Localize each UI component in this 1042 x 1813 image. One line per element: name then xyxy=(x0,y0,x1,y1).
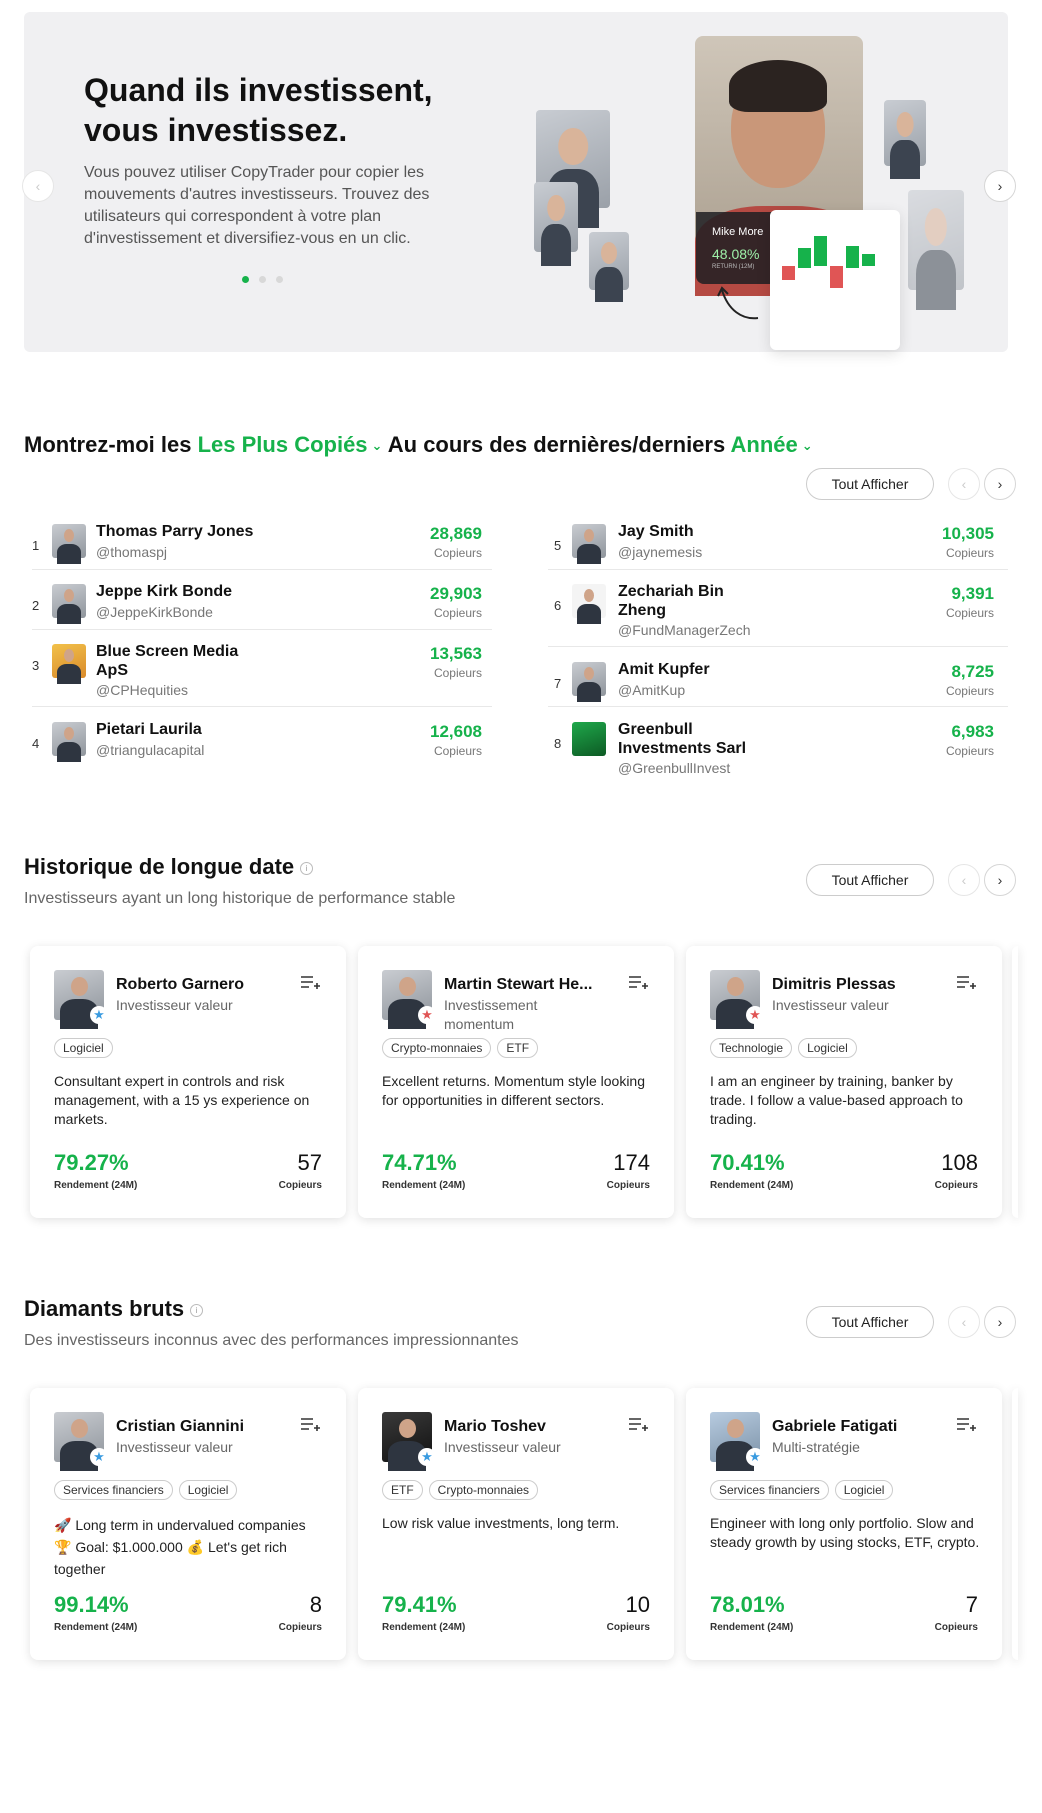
investor-name: Cristian Giannini xyxy=(116,1418,245,1435)
tag[interactable]: ETF xyxy=(382,1480,423,1500)
investor-card[interactable] xyxy=(686,1388,1002,1660)
ranking-middle-text: Au cours des dernières/derniers xyxy=(387,432,726,457)
ranking-prev-button[interactable] xyxy=(948,468,980,500)
investor-description: Consultant expert in controls and risk management, with a 15 ys experience on markets. xyxy=(54,1073,310,1127)
tag-list xyxy=(710,1038,857,1058)
investor-card[interactable] xyxy=(30,1388,346,1660)
investor-name: Amit Kupfer xyxy=(618,661,710,678)
tag[interactable]: Services financiers xyxy=(54,1480,173,1500)
ranking-prefix: Montrez-moi les xyxy=(24,432,192,457)
divider xyxy=(32,706,492,707)
investor-handle: @JeppeKirkBonde xyxy=(96,604,213,620)
return-label: Rendement (24M) xyxy=(54,1180,138,1191)
longterm-prev-button[interactable] xyxy=(948,864,980,896)
investor-name: Gabriele Fatigati xyxy=(772,1418,898,1435)
rank-number: 8 xyxy=(554,736,562,751)
copiers-label: Copieurs xyxy=(934,1180,978,1191)
copiers-count: 174 xyxy=(613,1150,650,1175)
investor-handle: @CPHequities xyxy=(96,682,189,698)
investor-card[interactable] xyxy=(358,1388,674,1660)
longterm-next-button[interactable] xyxy=(984,864,1016,896)
return-label: Rendement (24M) xyxy=(382,1180,466,1191)
investor-handle: @GreenbullInvest xyxy=(618,760,731,776)
copiers-label: Copieurs xyxy=(433,606,482,620)
investor-card[interactable] xyxy=(686,946,1002,1218)
featured-investor-return: 48.08% xyxy=(712,246,760,262)
tag[interactable]: Logiciel xyxy=(54,1038,113,1058)
investor-name: Blue Screen Media ApS xyxy=(96,643,239,679)
ranking-row[interactable] xyxy=(554,576,1004,646)
hero-title: Quand ils investissent, vous investissez. xyxy=(84,72,433,148)
divider xyxy=(32,629,492,630)
avatar xyxy=(52,584,86,618)
add-to-list-icon[interactable] xyxy=(300,1416,320,1432)
carousel-dot-3[interactable] xyxy=(276,276,283,283)
carousel-dot-1[interactable] xyxy=(242,276,249,283)
ranking-heading xyxy=(24,432,813,458)
copiers-count: 29,903 xyxy=(430,584,482,603)
tag[interactable]: Logiciel xyxy=(798,1038,857,1058)
copiers-count: 57 xyxy=(297,1150,322,1175)
investor-handle: @triangulacapital xyxy=(96,742,205,758)
ranking-view-all-button[interactable]: Tout Afficher xyxy=(806,468,934,500)
investor-handle: @AmitKup xyxy=(618,682,686,698)
investor-name: Thomas Parry Jones xyxy=(96,523,254,540)
rank-number: 6 xyxy=(554,598,562,613)
tag-list xyxy=(382,1038,538,1058)
ranking-period-label: Année xyxy=(730,432,798,457)
diamonds-prev-button[interactable] xyxy=(948,1306,980,1338)
divider xyxy=(548,706,1008,707)
copiers-label: Copieurs xyxy=(934,1622,978,1633)
diamonds-next-button[interactable] xyxy=(984,1306,1016,1338)
chart-bar xyxy=(798,248,811,268)
chevron-down-icon: ⌄ xyxy=(801,438,813,454)
copiers-count: 7 xyxy=(965,1592,978,1617)
ranking-row[interactable] xyxy=(32,516,492,576)
investor-type: Investisseur valeur xyxy=(772,997,889,1013)
rank-number: 4 xyxy=(32,736,40,751)
investor-description: Excellent returns. Momentum style looking for opportunities in different sectors. xyxy=(382,1073,645,1108)
investor-type: Investisseur valeur xyxy=(116,1439,233,1455)
ranking-row[interactable] xyxy=(554,516,1004,576)
investor-description: Low risk value investments, long term. xyxy=(382,1515,620,1531)
add-to-list-icon[interactable] xyxy=(628,974,648,990)
red-star-icon: ★ xyxy=(746,1006,764,1024)
return-value: 70.41% xyxy=(710,1150,785,1175)
hero-description: Vous pouvez utiliser CopyTrader pour copier les mouvements d'autres investisseurs. Trouvez des utilisateurs qui correspondent à votre plan d'investissement et diversifiez-vous en un clic. xyxy=(84,164,430,247)
add-to-list-icon[interactable] xyxy=(956,974,976,990)
featured-investor-name: Mike More xyxy=(712,226,764,238)
investor-handle: @jaynemesis xyxy=(618,544,703,560)
avatar xyxy=(52,722,86,756)
hero-banner xyxy=(24,12,1008,352)
copiers-label: Copieurs xyxy=(945,684,994,698)
copiers-label: Copieurs xyxy=(945,546,994,560)
tag-list xyxy=(382,1480,538,1500)
longterm-title-text: Historique de longue date xyxy=(24,854,295,879)
investor-name: Roberto Garnero xyxy=(116,976,245,993)
tag-list xyxy=(54,1038,113,1058)
ranking-row[interactable] xyxy=(554,654,1004,714)
chart-bar xyxy=(830,266,843,288)
copiers-count: 10 xyxy=(625,1592,650,1617)
chevron-left-icon: ‹ xyxy=(961,872,967,888)
next-card-edge xyxy=(1012,1388,1018,1660)
tag-list xyxy=(54,1480,237,1500)
divider xyxy=(548,569,1008,570)
copiers-count: 8,725 xyxy=(951,662,994,681)
copiers-count: 6,983 xyxy=(951,722,994,741)
copiers-label: Copieurs xyxy=(278,1180,322,1191)
chart-bar xyxy=(782,266,795,280)
tag[interactable]: Technologie xyxy=(710,1038,792,1058)
copiers-label: Copieurs xyxy=(606,1180,650,1191)
copiers-count: 10,305 xyxy=(942,524,994,543)
rank-number: 3 xyxy=(32,658,40,673)
chevron-left-icon: ‹ xyxy=(35,178,41,194)
curved-arrow-icon xyxy=(714,282,764,326)
info-icon[interactable]: i xyxy=(190,1304,203,1317)
investor-type: Investisseur valeur xyxy=(444,1439,561,1455)
copiers-count: 8 xyxy=(309,1592,322,1617)
diamonds-view-all-button[interactable]: Tout Afficher xyxy=(806,1306,934,1338)
investor-name: Jay Smith xyxy=(618,523,694,540)
longterm-title xyxy=(24,854,313,880)
add-to-list-icon[interactable] xyxy=(628,1416,648,1432)
diamonds-title xyxy=(24,1296,203,1322)
diamonds-title-text: Diamants bruts xyxy=(24,1296,185,1321)
chevron-right-icon: › xyxy=(997,476,1003,492)
investor-handle: @thomaspj xyxy=(96,544,168,560)
ranking-row[interactable] xyxy=(32,636,492,706)
investor-name: Martin Stewart He... xyxy=(444,976,593,993)
return-value: 79.27% xyxy=(54,1150,129,1175)
next-card-edge xyxy=(1012,946,1018,1218)
return-label: Rendement (24M) xyxy=(710,1622,794,1633)
return-label: Rendement (24M) xyxy=(382,1622,466,1633)
add-to-list-icon[interactable] xyxy=(956,1416,976,1432)
add-to-list-icon[interactable] xyxy=(300,974,320,990)
ranking-period-dropdown[interactable] xyxy=(731,432,813,457)
rank-number: 7 xyxy=(554,676,562,691)
copiers-count: 13,563 xyxy=(430,644,482,663)
investor-card[interactable] xyxy=(358,946,674,1218)
tag[interactable]: Logiciel xyxy=(179,1480,238,1500)
copiers-count: 12,608 xyxy=(430,722,482,741)
chart-bar xyxy=(846,246,859,268)
chevron-right-icon: › xyxy=(997,1314,1003,1330)
avatar xyxy=(572,722,606,756)
rank-number: 1 xyxy=(32,538,40,553)
hero-next-button[interactable] xyxy=(984,170,1016,202)
copiers-count: 9,391 xyxy=(951,584,994,603)
tag[interactable]: Services financiers xyxy=(710,1480,829,1500)
ranking-row[interactable] xyxy=(32,576,492,636)
investor-type: Multi-stratégie xyxy=(772,1439,860,1455)
chevron-right-icon: › xyxy=(997,872,1003,888)
tag[interactable]: Logiciel xyxy=(835,1480,894,1500)
info-icon[interactable]: i xyxy=(300,862,313,875)
investor-name: Zechariah Bin Zheng xyxy=(618,583,724,619)
red-star-icon: ★ xyxy=(418,1006,436,1024)
avatar xyxy=(572,524,606,558)
investor-photo xyxy=(884,100,926,166)
investor-description: 🚀 Long term in undervalued companies 🏆 Goal: $1.000.000 💰 Let's get rich together xyxy=(54,1517,306,1577)
copiers-count: 28,869 xyxy=(430,524,482,543)
investor-name: Pietari Laurila xyxy=(96,721,202,738)
copiers-label: Copieurs xyxy=(945,744,994,758)
chart-bar xyxy=(814,236,827,266)
featured-investor-return-label: RETURN (12M) xyxy=(712,264,755,270)
ranking-row[interactable] xyxy=(32,714,492,774)
avatar xyxy=(52,524,86,558)
investor-name: Jeppe Kirk Bonde xyxy=(96,583,233,600)
chevron-left-icon: ‹ xyxy=(961,1314,967,1330)
ranking-filter-dropdown[interactable] xyxy=(198,432,383,457)
return-label: Rendement (24M) xyxy=(710,1180,794,1191)
blue-star-icon: ★ xyxy=(90,1006,108,1024)
tag[interactable]: ETF xyxy=(497,1038,538,1058)
investor-description: Engineer with long only portfolio. Slow and steady growth by using stocks, ETF, crypto. xyxy=(710,1515,980,1550)
mini-chart-card xyxy=(770,210,900,350)
copiers-label: Copieurs xyxy=(433,546,482,560)
copiers-label: Copieurs xyxy=(945,606,994,620)
copiers-label: Copieurs xyxy=(606,1622,650,1633)
ranking-row[interactable] xyxy=(554,714,1004,784)
carousel-dots xyxy=(242,276,283,283)
copiers-count: 108 xyxy=(941,1150,978,1175)
investor-type: Investissement momentum xyxy=(444,997,538,1032)
chevron-left-icon: ‹ xyxy=(961,476,967,492)
copiers-label: Copieurs xyxy=(433,744,482,758)
return-value: 78.01% xyxy=(710,1592,785,1617)
chevron-down-icon: ⌄ xyxy=(371,438,383,454)
investor-photo xyxy=(908,190,964,290)
ranking-next-button[interactable] xyxy=(984,468,1016,500)
investor-name: Greenbull Investments Sarl xyxy=(618,721,747,757)
diamonds-subtitle: Des investisseurs inconnus avec des performances impressionnantes xyxy=(24,1332,519,1349)
tag[interactable]: Crypto-monnaies xyxy=(382,1038,491,1058)
longterm-view-all-button[interactable]: Tout Afficher xyxy=(806,864,934,896)
rank-number: 2 xyxy=(32,598,40,613)
investor-name: Dimitris Plessas xyxy=(772,976,896,993)
return-value: 74.71% xyxy=(382,1150,457,1175)
avatar xyxy=(572,662,606,696)
copiers-label: Copieurs xyxy=(278,1622,322,1633)
chevron-right-icon: › xyxy=(997,178,1003,194)
investor-photo xyxy=(589,232,629,290)
blue-star-icon: ★ xyxy=(418,1448,436,1466)
avatar xyxy=(52,644,86,678)
copiers-label: Copieurs xyxy=(433,666,482,680)
tag-list xyxy=(710,1480,893,1500)
rank-number: 5 xyxy=(554,538,562,553)
carousel-dot-2[interactable] xyxy=(259,276,266,283)
hero-prev-button[interactable] xyxy=(22,170,54,202)
ranking-filter-label: Les Plus Copiés xyxy=(197,432,368,457)
investor-type: Investisseur valeur xyxy=(116,997,233,1013)
investor-photo xyxy=(534,182,578,252)
return-label: Rendement (24M) xyxy=(54,1622,138,1633)
divider xyxy=(32,569,492,570)
avatar xyxy=(572,584,606,618)
blue-star-icon: ★ xyxy=(90,1448,108,1466)
longterm-subtitle: Investisseurs ayant un long historique de performance stable xyxy=(24,890,456,907)
blue-star-icon: ★ xyxy=(746,1448,764,1466)
investor-description: I am an engineer by training, banker by trade. I follow a value-based approach to trading. xyxy=(710,1073,963,1127)
divider xyxy=(548,646,1008,647)
return-value: 99.14% xyxy=(54,1592,129,1617)
investor-name: Mario Toshev xyxy=(444,1418,546,1435)
investor-card[interactable] xyxy=(30,946,346,1218)
investor-handle: @FundManagerZech xyxy=(618,622,751,638)
return-value: 79.41% xyxy=(382,1592,457,1617)
tag[interactable]: Crypto-monnaies xyxy=(429,1480,538,1500)
chart-bar xyxy=(862,254,875,266)
